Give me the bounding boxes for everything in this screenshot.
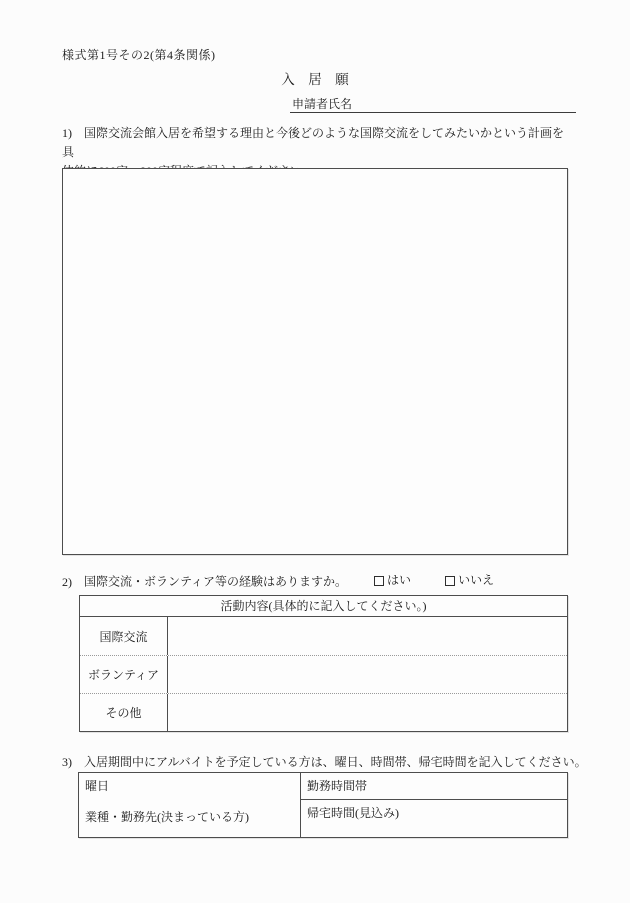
section3-prompt-text: 入居期間中にアルバイトを予定している方は、曜日、時間帯、帰宅時間を記入してください。 <box>84 755 587 769</box>
applicant-name-label: 申請者氏名 <box>292 97 353 111</box>
checkbox-no-label: いいえ <box>458 573 495 587</box>
table-row <box>80 693 567 731</box>
page-title: 入 居 願 <box>281 72 349 87</box>
section3-number: 3) <box>62 755 72 769</box>
checkbox-no-icon[interactable] <box>445 576 455 586</box>
row-label-other: その他 <box>80 694 168 731</box>
row-label-volunteer: ボランティア <box>80 656 168 693</box>
section3-prompt <box>62 753 587 772</box>
return-time-label: 帰宅時間(見込み) <box>307 806 399 820</box>
checkbox-yes-label: はい <box>387 573 412 587</box>
checkbox-yes-icon[interactable] <box>374 576 384 586</box>
section1-answer-box[interactable] <box>62 168 568 555</box>
industry-label: 業種・勤務先(決まっている方) <box>85 810 249 824</box>
parttime-right-cells <box>301 773 567 837</box>
parttime-job-table <box>78 772 568 838</box>
parttime-left-cell[interactable] <box>79 773 301 837</box>
checkbox-yes[interactable] <box>374 571 411 590</box>
row-input-volunteer[interactable] <box>168 656 567 693</box>
table-row <box>80 655 567 693</box>
work-hours-cell[interactable] <box>301 773 567 800</box>
applicant-name-field[interactable] <box>290 95 576 113</box>
activity-table <box>79 595 568 732</box>
return-time-cell[interactable] <box>301 800 567 837</box>
work-hours-label: 勤務時間帯 <box>307 779 368 793</box>
section2-number: 2) <box>62 574 72 589</box>
checkbox-no[interactable] <box>445 571 494 590</box>
row-label-international-exchange: 国際交流 <box>80 617 168 655</box>
day-label: 曜日 <box>85 779 110 793</box>
form-code-label: 様式第1号その2(第4条関係) <box>62 48 216 62</box>
table-row <box>80 617 567 655</box>
row-input-other[interactable] <box>168 694 567 731</box>
section1-number: 1) <box>62 126 72 140</box>
row-input-international-exchange[interactable] <box>168 617 567 655</box>
section1-prompt-line1: 国際交流会館入居を希望する理由と今後どのような国際交流をしてみたいかという計画を具 <box>62 126 565 159</box>
section2-prompt <box>62 571 572 592</box>
section2-question: 国際交流・ボランティア等の経験はありますか。 <box>84 574 348 589</box>
activity-table-header: 活動内容(具体的に記入してください。) <box>80 596 567 617</box>
